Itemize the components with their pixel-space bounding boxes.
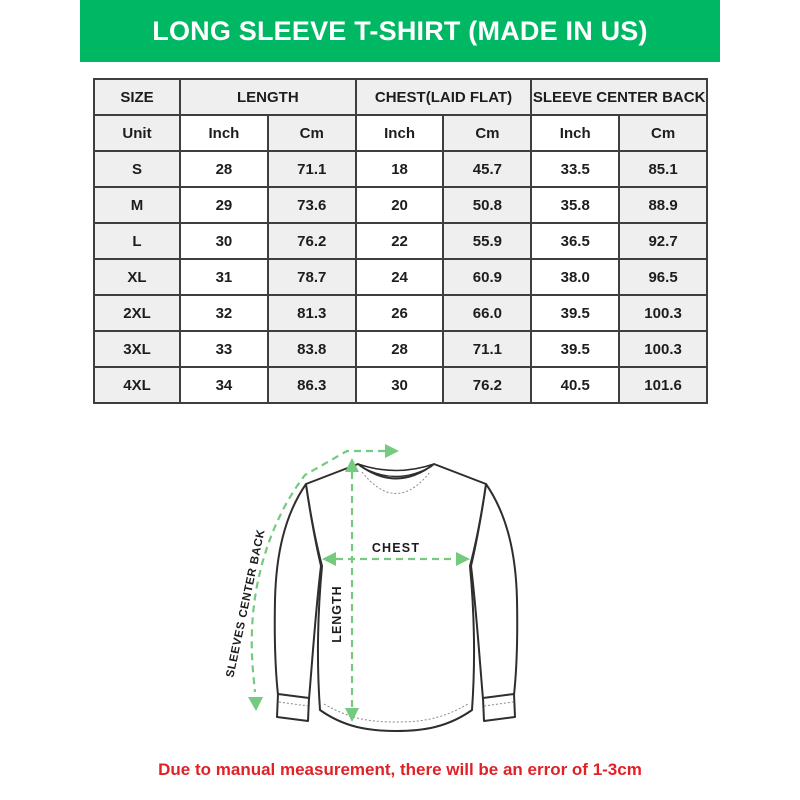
value-cell: 39.5 — [531, 331, 619, 367]
value-cell: 22 — [356, 223, 444, 259]
value-cell: 26 — [356, 295, 444, 331]
tshirt-outline — [275, 464, 518, 731]
unit-cell: Cm — [619, 115, 707, 151]
value-cell: 100.3 — [619, 331, 707, 367]
value-cell: 28 — [180, 151, 268, 187]
value-cell: 76.2 — [268, 223, 356, 259]
value-cell: 100.3 — [619, 295, 707, 331]
size-row-m — [94, 187, 707, 223]
value-cell: 33.5 — [531, 151, 619, 187]
collar-back-edge — [358, 464, 434, 471]
chest-label: CHEST — [371, 541, 421, 555]
note-text: Due to manual measurement, there will be an error of 1-3cm — [158, 760, 642, 779]
value-cell: 36.5 — [531, 223, 619, 259]
unit-row — [94, 115, 707, 151]
value-cell: 86.3 — [268, 367, 356, 403]
value-cell: 85.1 — [619, 151, 707, 187]
col-header-size: SIZE — [94, 79, 180, 115]
value-cell: 28 — [356, 331, 444, 367]
value-cell: 35.8 — [531, 187, 619, 223]
length-label: LENGTH — [330, 585, 344, 643]
size-row-3xl — [94, 331, 707, 367]
value-cell: 24 — [356, 259, 444, 295]
col-header-chest: CHEST(LAID FLAT) — [356, 79, 532, 115]
unit-cell: Inch — [531, 115, 619, 151]
value-cell: 32 — [180, 295, 268, 331]
size-cell: M — [94, 187, 180, 223]
sleeve-arrowhead-top — [385, 444, 399, 458]
unit-label-cell: Unit — [94, 115, 180, 151]
shirt-measurement-diagram — [218, 428, 588, 764]
value-cell: 73.6 — [268, 187, 356, 223]
value-cell: 88.9 — [619, 187, 707, 223]
value-cell: 60.9 — [443, 259, 531, 295]
size-row-l — [94, 223, 707, 259]
value-cell: 71.1 — [268, 151, 356, 187]
measurement-error-note — [0, 760, 800, 780]
sleeves-center-back-label: SLEEVES CENTER BACK — [224, 528, 268, 679]
value-cell: 81.3 — [268, 295, 356, 331]
size-row-4xl — [94, 367, 707, 403]
value-cell: 31 — [180, 259, 268, 295]
value-cell: 66.0 — [443, 295, 531, 331]
value-cell: 76.2 — [443, 367, 531, 403]
value-cell: 45.7 — [443, 151, 531, 187]
value-cell: 71.1 — [443, 331, 531, 367]
unit-cell: Cm — [443, 115, 531, 151]
value-cell: 18 — [356, 151, 444, 187]
value-cell: 50.8 — [443, 187, 531, 223]
page-title: LONG SLEEVE T-SHIRT (MADE IN US) — [152, 16, 648, 46]
value-cell: 55.9 — [443, 223, 531, 259]
value-cell: 30 — [356, 367, 444, 403]
value-cell: 34 — [180, 367, 268, 403]
size-cell: 2XL — [94, 295, 180, 331]
size-cell: 4XL — [94, 367, 180, 403]
value-cell: 33 — [180, 331, 268, 367]
size-cell: L — [94, 223, 180, 259]
size-cell: S — [94, 151, 180, 187]
right-cuff — [483, 694, 515, 721]
value-cell: 20 — [356, 187, 444, 223]
size-row-s — [94, 151, 707, 187]
size-table — [93, 78, 708, 404]
col-header-sleeve: SLEEVE CENTER BACK — [531, 79, 707, 115]
col-header-length: LENGTH — [180, 79, 356, 115]
sleeve-arrowhead-bottom — [248, 697, 263, 711]
size-row-xl — [94, 259, 707, 295]
value-cell: 96.5 — [619, 259, 707, 295]
unit-cell: Inch — [356, 115, 444, 151]
size-cell: 3XL — [94, 331, 180, 367]
value-cell: 83.8 — [268, 331, 356, 367]
value-cell: 92.7 — [619, 223, 707, 259]
size-row-2xl — [94, 295, 707, 331]
title-banner — [80, 0, 720, 62]
value-cell: 40.5 — [531, 367, 619, 403]
value-cell: 29 — [180, 187, 268, 223]
value-cell: 30 — [180, 223, 268, 259]
unit-cell: Inch — [180, 115, 268, 151]
unit-cell: Cm — [268, 115, 356, 151]
value-cell: 78.7 — [268, 259, 356, 295]
value-cell: 38.0 — [531, 259, 619, 295]
value-cell: 101.6 — [619, 367, 707, 403]
left-cuff — [277, 694, 309, 721]
size-cell: XL — [94, 259, 180, 295]
value-cell: 39.5 — [531, 295, 619, 331]
table-group-header-row — [94, 79, 707, 115]
